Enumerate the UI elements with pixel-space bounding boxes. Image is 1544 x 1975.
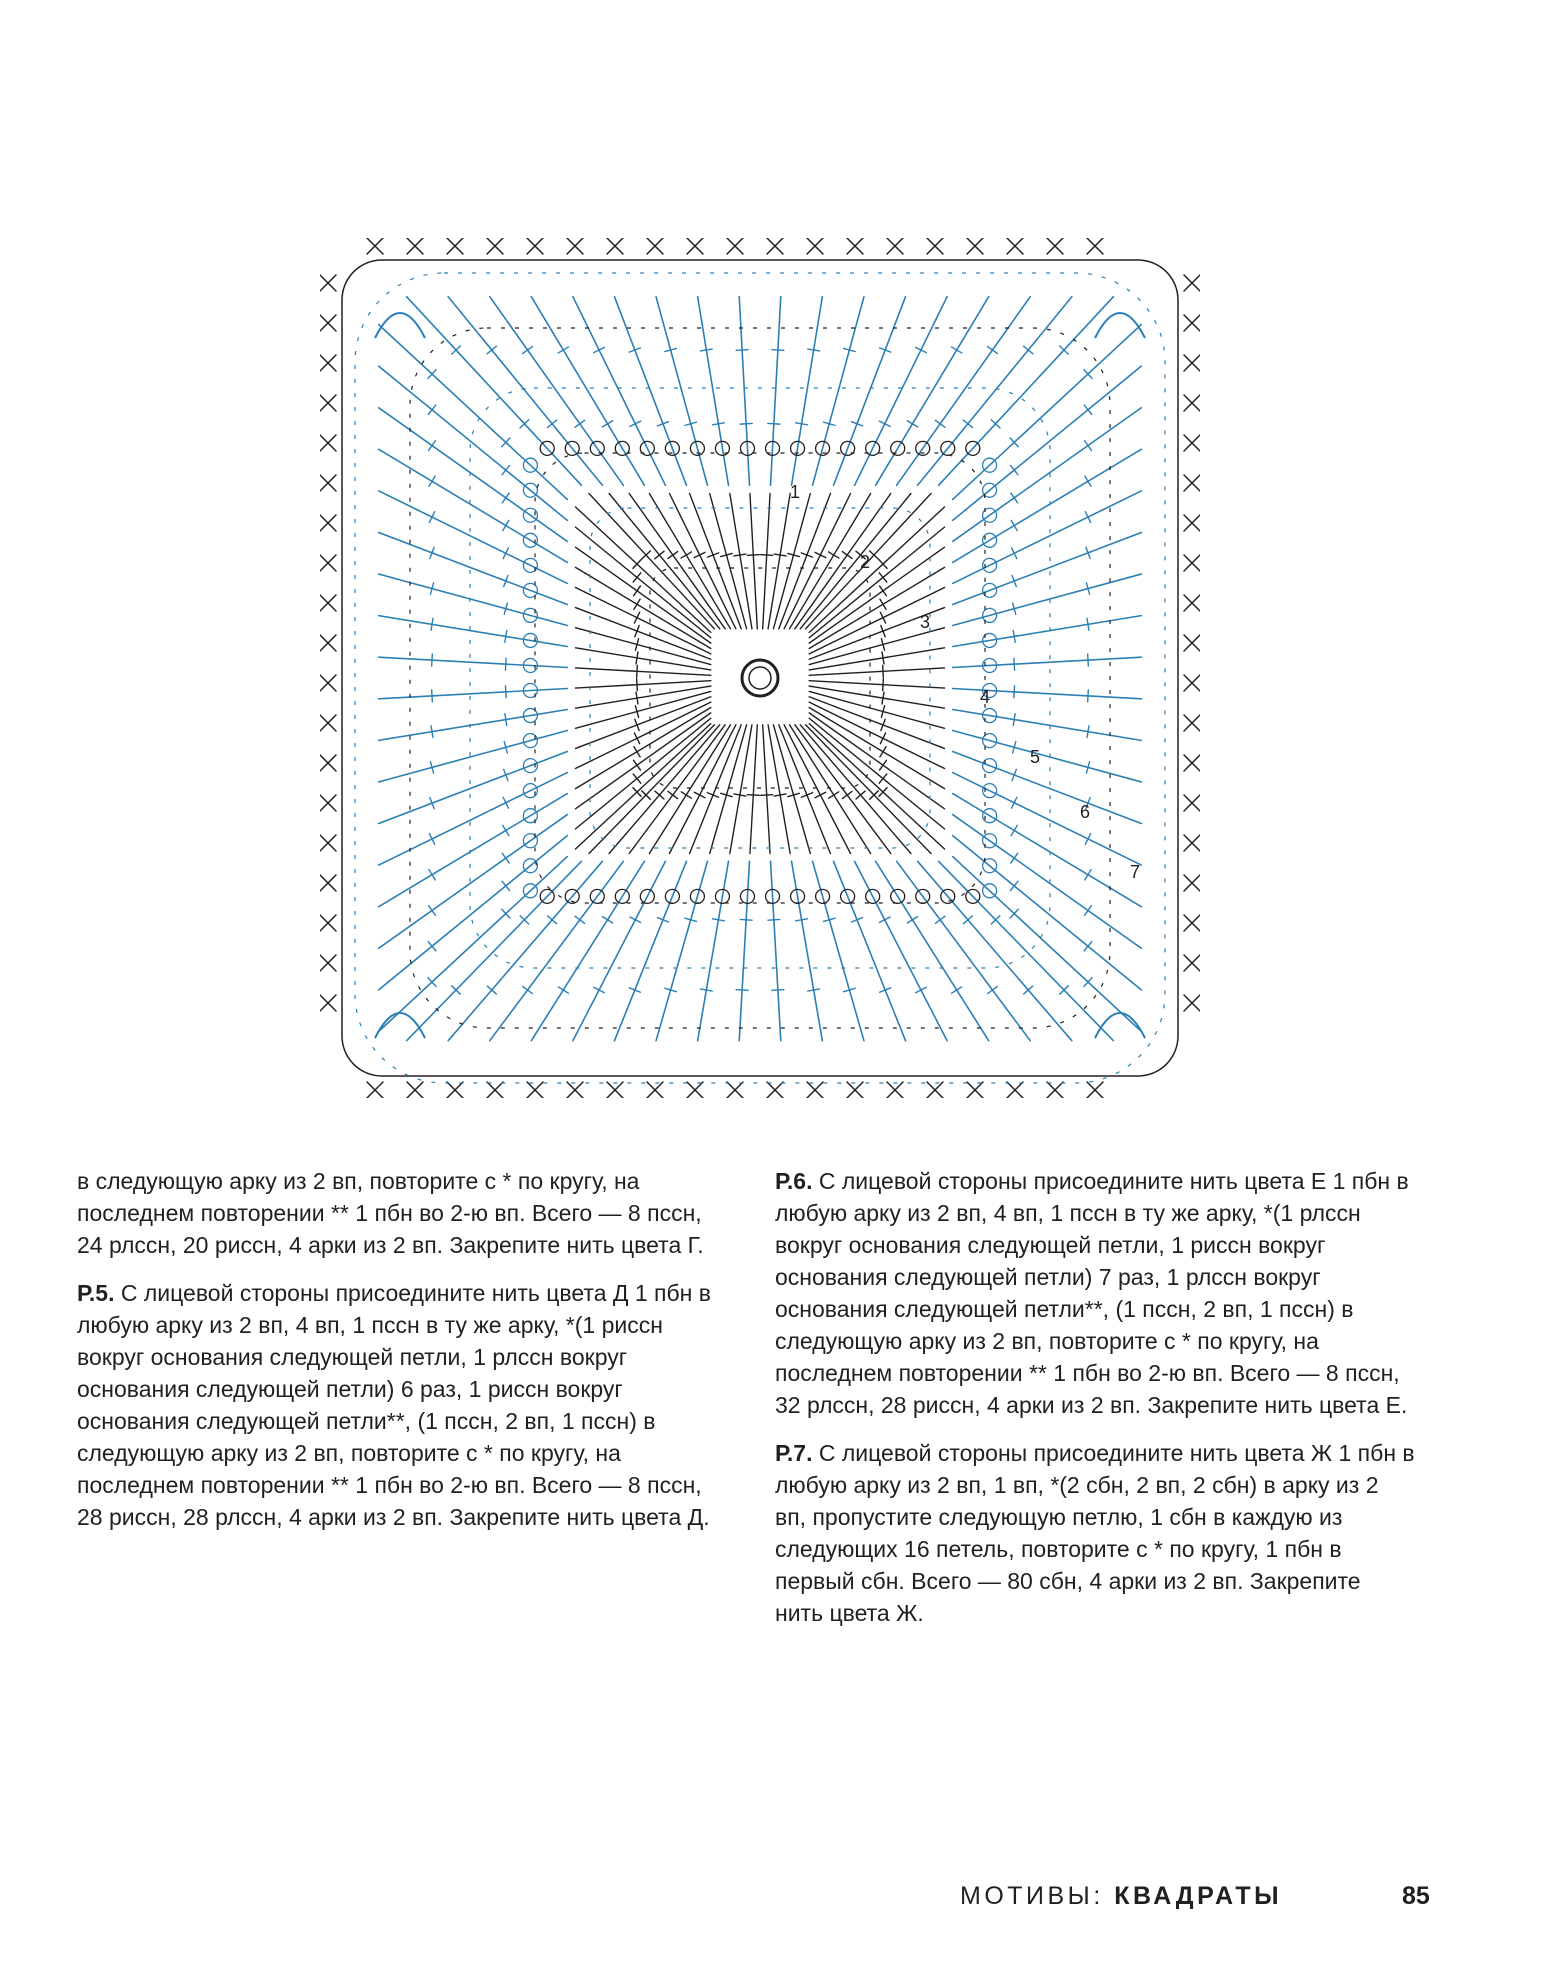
stitch-inner <box>750 494 757 629</box>
stitch-outer <box>407 861 582 1040</box>
stitch-outer <box>953 857 1142 1032</box>
stitch-tick <box>634 747 640 757</box>
stitch-outer <box>771 861 781 1040</box>
stitch-tick <box>1012 548 1017 559</box>
stitch-outer <box>918 861 1072 1040</box>
text-column-right <box>775 1165 1415 1645</box>
stitch-outer <box>953 408 1142 542</box>
stitch-tick <box>637 679 638 691</box>
round-label-4: 4 <box>980 687 991 707</box>
footer-section: МОТИВЫ: <box>960 1882 1104 1910</box>
round-outline <box>650 568 870 788</box>
running-footer <box>960 1882 1282 1911</box>
stitch-tick <box>694 792 705 798</box>
stitch-tick <box>630 421 641 426</box>
stitch-tick <box>1088 690 1089 702</box>
round-6-label: Р.6. <box>775 1168 813 1194</box>
stitch-tick <box>700 349 712 351</box>
stitch-outer <box>953 366 1142 520</box>
stitch-outer <box>531 297 644 486</box>
stitch-tick <box>429 441 436 451</box>
round-label-6: 6 <box>1080 802 1091 822</box>
stitch-outer <box>379 325 568 500</box>
stitch-tick <box>502 853 509 863</box>
stitch-outer <box>407 297 582 486</box>
stitch-tick <box>431 726 433 738</box>
stitch-inner <box>576 681 711 688</box>
stitch-tick <box>815 792 826 798</box>
stitch-outer <box>573 861 666 1040</box>
stitch-inner <box>790 725 871 854</box>
stitch-tick <box>634 733 639 744</box>
stitch-tick <box>594 987 605 993</box>
stitch-tick <box>634 612 639 623</box>
stitch-tick <box>1011 520 1017 530</box>
stitch-outer <box>739 297 749 486</box>
stitch-tick <box>1087 726 1089 738</box>
stitch-inner <box>809 681 944 688</box>
round-label-3: 3 <box>920 612 931 632</box>
stitch-outer <box>771 297 781 486</box>
stitch-tick <box>655 551 664 559</box>
corner-arc <box>1095 313 1145 338</box>
stitch-outer <box>379 532 568 604</box>
stitch-inner <box>809 708 944 789</box>
stitch-outer <box>490 297 624 486</box>
round-label-2: 2 <box>860 552 871 572</box>
stitch-outer <box>953 616 1142 647</box>
stitch-tick <box>1013 631 1015 643</box>
stitch-outer <box>448 297 602 486</box>
round-label-5: 5 <box>1030 747 1041 767</box>
paragraph-round-6 <box>775 1165 1415 1421</box>
stitch-outer <box>855 297 948 486</box>
outer-frame <box>342 260 1178 1076</box>
stitch-tick <box>879 573 887 582</box>
stitch-outer <box>953 574 1142 625</box>
stitch-outer <box>953 752 1142 824</box>
stitch-tick <box>736 990 748 991</box>
paragraph-round-7 <box>775 1437 1415 1629</box>
stitch-outer <box>792 861 823 1040</box>
stitch-inner <box>809 713 944 809</box>
stitch-outer <box>953 532 1142 604</box>
stitch-tick <box>879 917 890 923</box>
round-outline <box>410 328 1110 1028</box>
stitch-tick <box>916 987 927 993</box>
stitch-outer <box>739 861 749 1040</box>
stitch-tick <box>429 870 435 880</box>
stitch-tick <box>636 652 638 664</box>
stitch-outer <box>614 861 686 1040</box>
stitch-outer <box>379 815 568 949</box>
stitch-tick <box>988 986 998 993</box>
stitch-tick <box>736 350 748 351</box>
stitch-inner <box>763 494 770 629</box>
stitch-outer <box>379 710 568 741</box>
stitch-tick <box>633 573 641 582</box>
stitch-outer <box>379 491 568 584</box>
stitch-tick <box>668 552 678 559</box>
stitch-outer <box>379 794 568 907</box>
stitch-tick <box>487 346 496 354</box>
stitch-tick <box>502 465 510 474</box>
stitch-tick <box>505 631 507 643</box>
stitch-tick <box>505 686 506 698</box>
stitch-tick <box>1085 870 1091 880</box>
stitch-tick <box>505 714 507 726</box>
stitch-outer <box>448 861 602 1040</box>
stitch-tick <box>1085 834 1090 845</box>
crochet-chart <box>320 238 1200 1098</box>
stitch-tick <box>636 692 638 704</box>
round-5-text: С лицевой стороны присоедините нить цвета Д 1 пбн в любую арку из 2 вп, 4 вп, 1 пссн в ту же арку, *(1 риссн вокруг основания следующей петли, 1 рлссн вокруг основания следующей петли) 6 раз, 1 риссн вокруг основания следующей петли**, (1 пссн, 2 вп, 1 пссн) в следующую арку из 2 вп, повторите с * по кругу, на последнем повторении ** 1 пбн во 2-ю вп. Всего — 8 пссн, 28 риссн, 28 рлссн, 4 арки из 2 вп. Закрепите нить цвета Д. <box>77 1280 711 1530</box>
stitch-tick <box>634 599 640 609</box>
stitch-tick <box>630 917 641 923</box>
stitch-inner <box>576 713 711 809</box>
stitch-tick <box>842 552 852 559</box>
stitch-inner <box>576 708 711 789</box>
round-label-7: 7 <box>1130 862 1141 882</box>
stitch-tick <box>829 552 839 558</box>
stitch-tick <box>431 618 433 630</box>
stitch-outer <box>656 297 707 486</box>
round-7-text: С лицевой стороны присоедините нить цвета Ж 1 пбн в любую арку из 2 вп, 1 вп, *(2 сбн, 2 вп, 2 сбн) в арку из 2 вп, пропустите следующую петлю, 1 сбн в каждую из следующих 16 петель, повторите с * по кругу, 1 пбн в первый сбн. Всего — 80 сбн, 4 арки из 2 вп. Закрепите нить цвета Ж. <box>775 1440 1415 1626</box>
round-outline <box>535 453 985 903</box>
stitch-tick <box>761 555 773 556</box>
stitch-inner <box>809 724 944 849</box>
round-7-label: Р.7. <box>775 1440 813 1466</box>
stitch-outer <box>656 861 707 1040</box>
stitch-outer <box>379 366 568 520</box>
stitch-tick <box>883 665 884 677</box>
stitch-tick <box>935 420 945 427</box>
corner-arc <box>375 313 425 338</box>
stitch-tick <box>1010 465 1018 474</box>
stitch-tick <box>681 792 691 798</box>
stitch-outer <box>897 861 1031 1040</box>
round-outline <box>470 388 1050 968</box>
stitch-tick <box>432 690 433 702</box>
stitch-tick <box>952 347 962 353</box>
stitch-inner <box>750 725 757 854</box>
stitch-tick <box>880 612 885 623</box>
stitch-tick <box>602 421 612 427</box>
stitch-tick <box>575 916 585 923</box>
stitch-tick <box>879 421 890 426</box>
stitch-tick <box>633 774 641 783</box>
stitch-tick <box>768 423 780 424</box>
stitch-outer <box>953 710 1142 741</box>
stitch-outer <box>531 861 644 1040</box>
stitch-tick <box>740 423 752 424</box>
stitch-inner <box>763 725 770 854</box>
stitch-tick <box>880 586 887 596</box>
stitch-tick <box>740 919 752 920</box>
text-column-left <box>77 1165 717 1549</box>
stitch-tick <box>747 795 759 796</box>
stitch-tick <box>880 733 885 744</box>
stitch-inner <box>809 668 944 675</box>
page-number: 85 <box>1402 1882 1430 1910</box>
stitch-tick <box>882 692 884 704</box>
stitch-tick <box>637 665 638 677</box>
stitch-tick <box>429 906 436 916</box>
stitch-tick <box>880 599 886 609</box>
stitch-tick <box>1084 942 1092 951</box>
stitch-tick <box>713 423 725 425</box>
stitch-tick <box>429 834 434 845</box>
stitch-inner <box>649 725 730 854</box>
stitch-outer <box>379 752 568 824</box>
stitch-tick <box>772 350 784 351</box>
stitch-outer <box>379 836 568 990</box>
stitch-tick <box>907 917 917 923</box>
stitch-tick <box>575 420 585 427</box>
stitch-tick <box>883 679 884 691</box>
stitch-tick <box>558 347 568 353</box>
stitch-tick <box>1012 797 1017 808</box>
stitch-outer <box>813 297 864 486</box>
stitch-tick <box>815 552 826 557</box>
stitch-tick <box>1013 714 1015 726</box>
stitch-outer <box>379 657 568 667</box>
stitch-tick <box>935 916 945 923</box>
stitch-tick <box>429 512 434 523</box>
paragraph-round-5 <box>77 1277 717 1533</box>
stitch-tick <box>808 349 820 351</box>
stitch-outer <box>855 861 948 1040</box>
stitch-tick <box>594 347 605 352</box>
stitch-tick <box>1085 476 1091 486</box>
stitch-outer <box>379 449 568 562</box>
stitch-outer <box>792 297 823 486</box>
stitch-tick <box>602 917 612 923</box>
footer-subsection: КВАДРАТЫ <box>1114 1882 1283 1910</box>
stitch-outer <box>953 657 1142 667</box>
stitch-tick <box>1085 906 1092 916</box>
stitch-tick <box>882 652 884 664</box>
stitch-tick <box>1010 881 1018 890</box>
stitch-tick <box>747 555 759 556</box>
round-outline <box>355 273 1165 1083</box>
stitch-tick <box>547 420 556 428</box>
stitch-outer <box>876 297 989 486</box>
paragraph-round-4-end: в следующую арку из 2 вп, повторите с * по кругу, на последнем повторении ** 1 пбн во 2-ю вп. Всего — 8 пссн, 24 рлссн, 20 риссн, 4 арки из 2 вп. Закрепите нить цвета Г. <box>77 1168 704 1258</box>
stitch-tick <box>1011 853 1018 863</box>
stitch-inner <box>576 507 711 632</box>
stitch-tick <box>502 493 509 503</box>
stitch-outer <box>876 861 989 1040</box>
stitch-outer <box>953 491 1142 584</box>
stitch-tick <box>681 552 691 558</box>
stitch-outer <box>953 449 1142 562</box>
stitch-outer <box>897 297 1031 486</box>
stitch-outer <box>953 731 1142 782</box>
stitch-tick <box>1088 654 1089 666</box>
stitch-tick <box>880 760 887 770</box>
stitch-tick <box>761 795 773 796</box>
stitch-outer <box>379 689 568 699</box>
corner-arc <box>1095 1013 1145 1038</box>
stitch-outer <box>379 731 568 782</box>
stitch-outer <box>953 815 1142 949</box>
stitch-outer <box>834 861 906 1040</box>
round-5-label: Р.5. <box>77 1280 115 1306</box>
stitch-tick <box>907 421 917 427</box>
round-6-text: С лицевой стороны присоедините нить цвета Е 1 пбн в любую арку из 2 вп, 4 вп, 1 пссн в ту же арку, *(1 рлссн вокруг основания следующей петли, 1 риссн вокруг основания следующей петли) 7 раз, 1 рлссн вокруг основания следующей петли**, (1 пссн, 2 вп, 1 пссн) в следующую арку из 2 вп, повторите с * по кругу, на последнем повторении ** 1 пбн во 2-ю вп. Всего — 8 пссн, 32 рлссн, 28 риссн, 4 арки из 2 вп. Закрепите нить цвета Е. <box>775 1168 1409 1418</box>
stitch-tick <box>523 347 533 354</box>
stitch-tick <box>432 654 433 666</box>
stitch-outer <box>918 297 1072 486</box>
stitch-tick <box>694 552 705 557</box>
stitch-tick <box>952 987 962 993</box>
stitch-outer <box>379 616 568 647</box>
stitch-tick <box>503 548 508 559</box>
stitch-inner <box>576 724 711 849</box>
stitch-outer <box>939 861 1114 1040</box>
stitch-tick <box>829 792 839 798</box>
corner-arc <box>375 1013 425 1038</box>
stitch-inner <box>576 668 711 675</box>
stitch-tick <box>842 791 852 798</box>
stitch-tick <box>634 586 641 596</box>
stitch-tick <box>523 986 533 993</box>
stitch-outer <box>813 861 864 1040</box>
stitch-tick <box>1014 686 1015 698</box>
stitch-tick <box>1011 825 1017 835</box>
stitch-tick <box>505 658 506 670</box>
stitch-outer <box>834 297 906 486</box>
stitch-inner <box>795 725 891 854</box>
stitch-tick <box>502 881 510 890</box>
stitch-tick <box>963 420 972 428</box>
stitch-tick <box>734 554 746 556</box>
stitch-outer <box>939 297 1114 486</box>
stitch-tick <box>1024 346 1033 354</box>
stitch-tick <box>768 919 780 920</box>
stitch-tick <box>428 942 436 951</box>
stitch-tick <box>668 791 678 798</box>
stitch-tick <box>880 747 886 757</box>
magic-ring <box>742 660 778 696</box>
stitch-tick <box>503 825 509 835</box>
stitch-tick <box>1011 493 1018 503</box>
stitch-outer <box>490 861 624 1040</box>
stitch-tick <box>916 347 927 352</box>
stitch-inner <box>629 725 725 854</box>
stitch-outer <box>953 836 1142 990</box>
stitch-outer <box>953 794 1142 907</box>
stitch-outer <box>573 297 666 486</box>
stitch-tick <box>1085 441 1092 451</box>
stitch-outer <box>379 408 568 542</box>
stitch-tick <box>1014 658 1015 670</box>
stitch-outer <box>698 861 729 1040</box>
stitch-tick <box>428 405 436 414</box>
crochet-chart-svg <box>320 238 1200 1098</box>
stitch-tick <box>503 797 508 808</box>
stitch-inner <box>589 725 714 854</box>
stitch-outer <box>614 297 686 486</box>
stitch-tick <box>796 423 808 425</box>
stitch-tick <box>774 554 786 556</box>
stitch-outer <box>953 773 1142 866</box>
stitch-tick <box>1084 405 1092 414</box>
stitch-tick <box>634 760 641 770</box>
stitch-tick <box>1085 512 1090 523</box>
stitch-outer <box>953 325 1142 500</box>
round-label-1: 1 <box>790 482 801 502</box>
stitch-tick <box>429 476 435 486</box>
stitch-tick <box>1087 618 1089 630</box>
stitch-inner <box>806 725 931 854</box>
stitch-tick <box>988 347 998 354</box>
stitch-outer <box>379 857 568 1032</box>
stitch-tick <box>772 990 784 991</box>
stitch-outer <box>698 297 729 486</box>
magic-ring-inner <box>749 667 771 689</box>
stitch-tick <box>558 987 568 993</box>
stitch-outer <box>379 574 568 625</box>
stitch-tick <box>503 520 509 530</box>
stitch-tick <box>879 774 887 783</box>
stitch-outer <box>379 773 568 866</box>
